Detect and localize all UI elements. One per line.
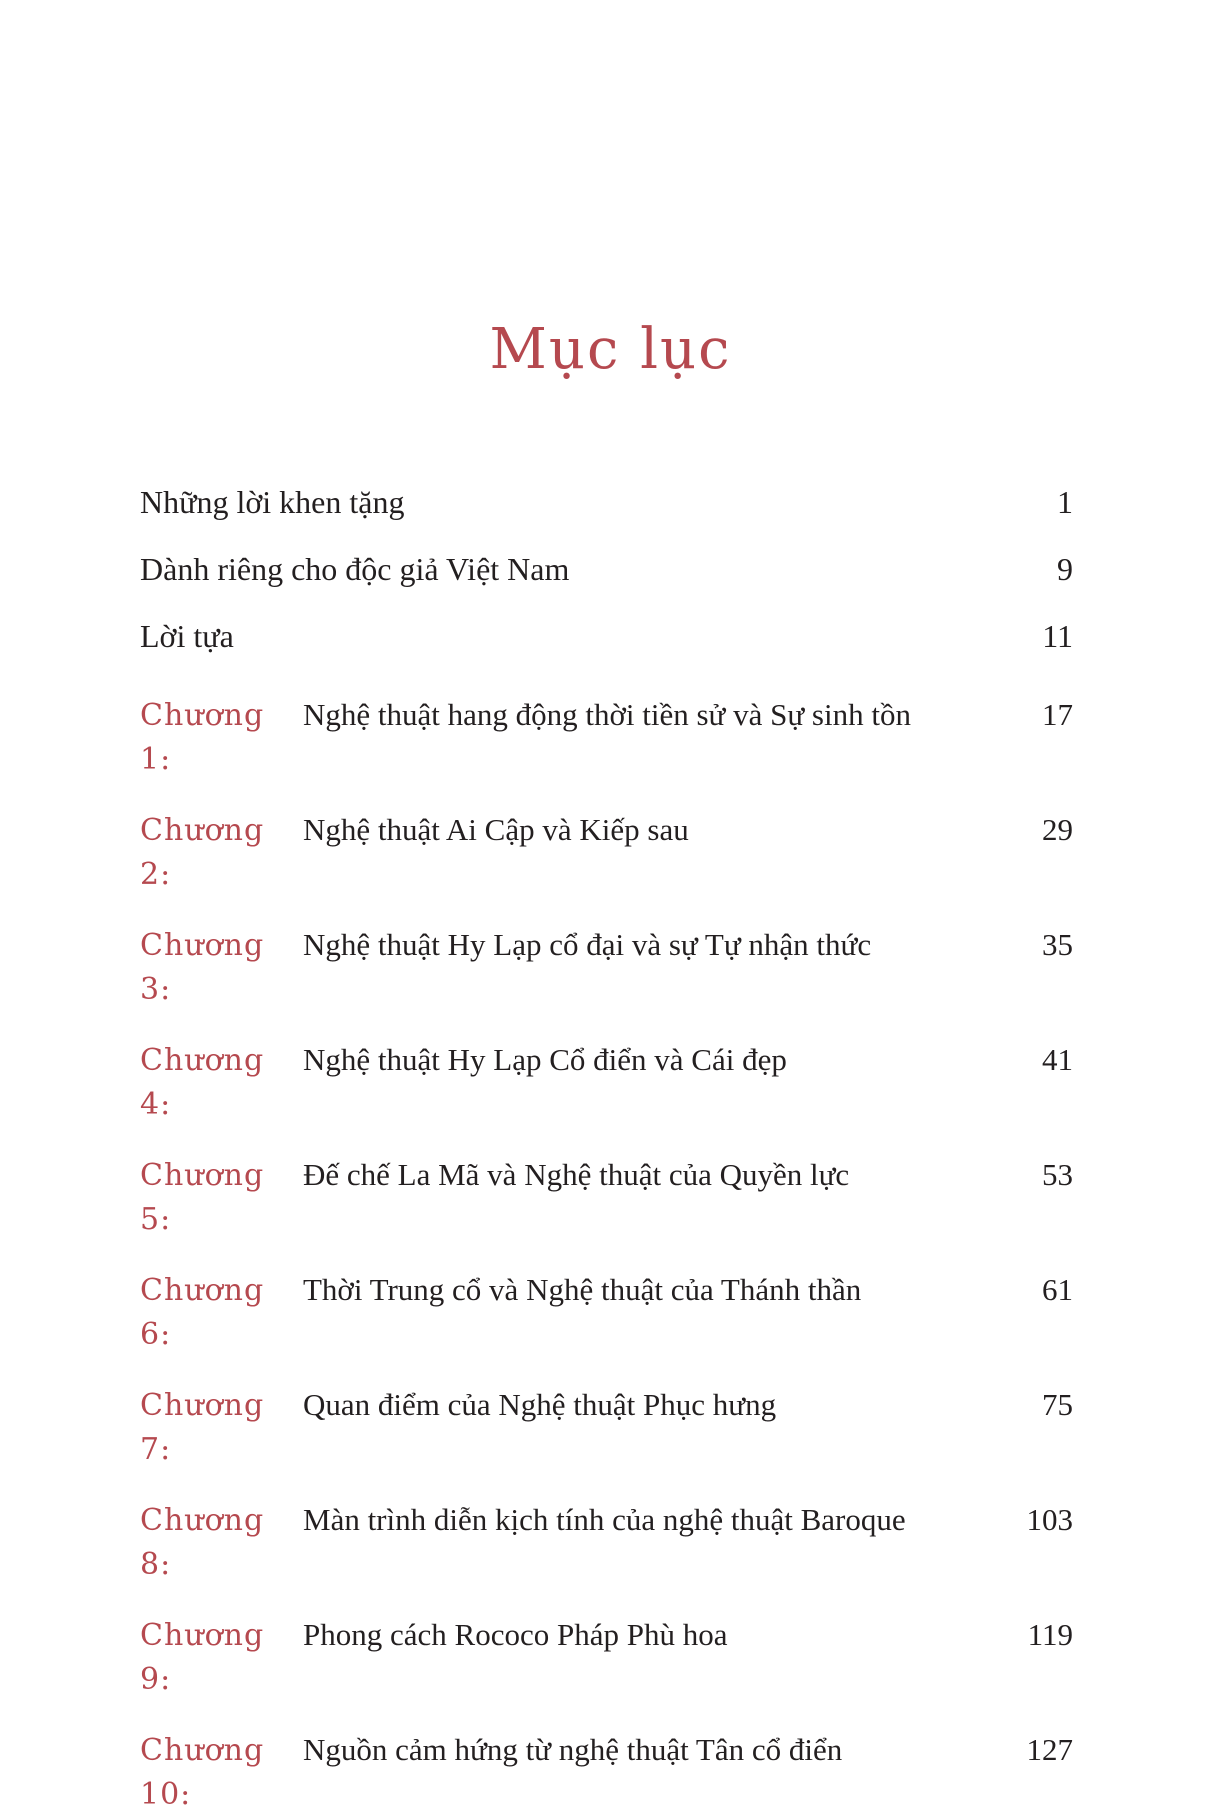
toc-entry — [140, 1383, 1073, 1472]
chapter-title: Nghệ thuật hang động thời tiền sử và Sự sinh tồn — [303, 697, 911, 733]
chapter-label: Chương 3: — [140, 928, 265, 1008]
toc-entry — [140, 693, 1073, 782]
toc-entry — [140, 1268, 1073, 1357]
chapter-label: Chương 2: — [140, 813, 265, 893]
chapter-title: Nghệ thuật Hy Lạp cổ đại và sự Tự nhận thức — [303, 927, 872, 963]
toc-entry — [140, 482, 1073, 522]
toc-entry — [140, 1038, 1073, 1127]
chapter-label: Chương 10: — [140, 1733, 265, 1813]
page-number: 61 — [1042, 1272, 1073, 1308]
chapter-title: Đế chế La Mã và Nghệ thuật của Quyền lực — [303, 1157, 850, 1193]
page-number: 1 — [1057, 484, 1073, 521]
page-number: 17 — [1042, 697, 1073, 733]
chapter-title: Quan điểm của Nghệ thuật Phục hưng — [303, 1387, 777, 1423]
page-number: 9 — [1057, 551, 1073, 588]
chapter-label: Chương 6: — [140, 1273, 265, 1353]
chapter-title: Nguồn cảm hứng từ nghệ thuật Tân cổ điển — [303, 1732, 843, 1768]
page-number: 29 — [1042, 812, 1073, 848]
toc-entry — [140, 1498, 1073, 1587]
toc-entry — [140, 1728, 1073, 1817]
chapter-label: Chương 4: — [140, 1043, 265, 1123]
page-number: 41 — [1042, 1042, 1073, 1078]
front-matter-section — [140, 482, 1073, 656]
entry-title: Dành riêng cho độc giả Việt Nam — [140, 551, 570, 588]
page-number: 103 — [1026, 1502, 1073, 1538]
chapter-title: Nghệ thuật Hy Lạp Cổ điển và Cái đẹp — [303, 1042, 787, 1078]
chapter-title: Nghệ thuật Ai Cập và Kiếp sau — [303, 812, 689, 848]
toc-entry — [140, 1153, 1073, 1242]
entry-title: Lời tựa — [140, 618, 234, 655]
entry-title: Những lời khen tặng — [140, 484, 405, 521]
toc-entry — [140, 549, 1073, 589]
toc-entry — [140, 808, 1073, 897]
page-title: Mục lục — [489, 317, 732, 382]
toc-entry — [140, 923, 1073, 1012]
chapter-label: Chương 9: — [140, 1618, 265, 1698]
page-number: 11 — [1042, 618, 1073, 655]
toc-entry — [140, 616, 1073, 656]
page-number: 53 — [1042, 1157, 1073, 1193]
page-number: 127 — [1026, 1732, 1073, 1768]
chapter-title: Màn trình diễn kịch tính của nghệ thuật Baroque — [303, 1502, 906, 1538]
chapter-label: Chương 1: — [140, 698, 265, 778]
page-number: 119 — [1027, 1617, 1073, 1653]
toc-list — [140, 482, 1073, 1817]
chapter-label: Chương 8: — [140, 1503, 265, 1583]
chapter-label: Chương 7: — [140, 1388, 265, 1468]
chapter-title: Phong cách Rococo Pháp Phù hoa — [303, 1617, 728, 1653]
chapter-label: Chương 5: — [140, 1158, 265, 1238]
toc-entry — [140, 1613, 1073, 1702]
chapters-section — [140, 693, 1073, 1817]
page-number: 75 — [1042, 1387, 1073, 1423]
chapter-title: Thời Trung cổ và Nghệ thuật của Thánh thần — [303, 1272, 862, 1308]
page-number: 35 — [1042, 927, 1073, 963]
